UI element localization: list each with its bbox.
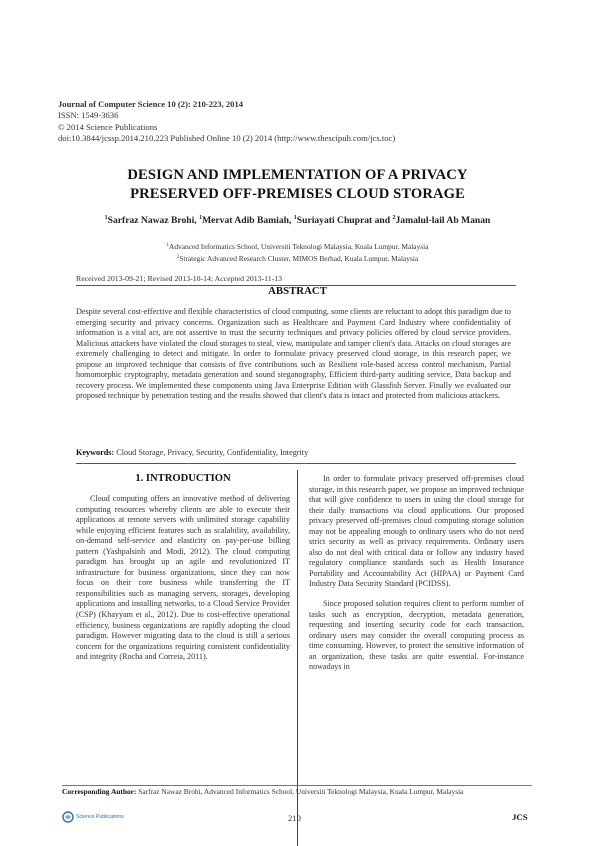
corresponding-text: Sarfraz Nawaz Brohi, Advanced Informatics School, Universiti Teknologi Malaysia, Kuala Lumpur, Malaysia [136,787,464,796]
corresponding-label: Corresponding Author: [62,787,137,796]
affiliations [60,241,535,264]
footer-rule [62,785,532,786]
journal-issn: ISSN: 1549-3636 [58,110,119,121]
left-column [76,494,290,663]
title-line-1: DESIGN AND IMPLEMENTATION OF A PRIVACY [127,167,468,183]
paragraph: In order to formulate privacy preserved off-premises cloud storage, in this research paper, we propose an improved technique that will give confidence to users in using the cloud storage for their daily transactions via cloud applications. Our proposed privacy preserved off-premises cloud computing storage solution may not be appealing enough to ordinary users who do not need strict security as well as privacy requirements. Ordinary users also do not deal with critical data or follow any industry based regulatory compliance standards such as Health Insurance Portability and Accountability Act (HIPAA) or Payment Card Industry Data Security Standard (PCIDSS). [309,474,524,589]
journal-copyright: © 2014 Science Publications [58,121,158,132]
abstract-text: Despite several cost-effective and flexible characteristics of cloud computing, some clients are reluctant to adopt this paradigm due to emerging security and privacy concerns. Organization such as Healthcare and Payment Card Industry where confidentiality of information is a vital act, are not assertive to trust the security techniques and privacy policies offered by cloud service providers. Malicious attackers have violated the cloud storages to steal, view, manipulate and tamper client's data. Attacks on cloud storages are extremely challenging to detect and mitigate. In order to formulate privacy preserved cloud storage, in this research paper, we propose an improved technique that consists of five contributions such as Resilient role-based access control mechanism, Partial homomorphic cryptography, metadata generation and sound steganography, Efficient third-party auditing service, Data backup and recovery process. We implemented these components using Java Enterprise Edition with Glassfish Server. Finally we evaluated our proposed technique by penetration testing and the results showed that client's data is intact and protected from malicious attackers. [76,307,511,400]
affiliation-1 [60,241,535,253]
affiliation-text: Strategic Advanced Research Cluster, MIMOS Berhad, Kuala Lumpur, Malaysia [179,253,419,263]
author-name: Jamalul-lail Ab Manan [395,215,491,226]
received-dates: Received 2013-09-21; Revised 2013-10-14; Accepted 2013-11-13 [76,274,283,283]
affiliation-2 [60,253,535,265]
publisher-logo [62,811,124,823]
corresponding-author [62,787,463,796]
keywords-bottom-rule [76,463,516,464]
author-name: Suriayati Chuprat and [296,215,393,226]
keywords-label: Keywords: [76,448,115,457]
keywords [76,448,511,457]
affiliation-mark: 1 [166,243,169,248]
author-list [60,215,535,226]
publisher-name: Science Publications [76,814,124,820]
journal-abbreviation: JCS [512,812,528,822]
author-affil-mark: 1 [293,215,297,221]
journal-name: Journal of Computer Science 10 (2): 210-223, 2014 [58,99,244,109]
right-column [309,474,524,673]
title-line-2: PRESERVED OFF-PREMISES CLOUD STORAGE [130,186,465,202]
author-affil-mark: 2 [392,215,396,221]
author-affil-mark: 1 [199,215,203,221]
author-affil-mark: 1 [104,215,108,221]
keywords-text: Cloud Storage, Privacy, Security, Confidentiality, Integrity [114,448,309,457]
author-name: Mervat Adib Bamiah, [202,215,294,226]
paper-title [60,166,535,204]
section-heading-introduction: 1. INTRODUCTION [135,473,231,484]
paragraph: Cloud computing offers an innovative method of delivering computing resources whereby clients are able to execute their applications at remote servers with unlimited storage capability while enjoying efficient features such as scalability, availability, on-demand self-service and elasticity on pay-per-use billing pattern (Yashpalsinh and Modi, 2012). The cloud computing paradigm has brought up an agile and revolutionized IT infrastructure for business organizations, since they can now focus on their core business while transferring the IT responsibilities such as managing servers, storages, developing applications and installing networks, to a Cloud Service Provider (CSP) (Khayyam et al., 2012). Due to cost-effective operational efficiency, business organizations are rapidly adopting the cloud paradigm. However migrating data to the cloud is still a serious concern for the organizations requiring consistent confidentiality and integrity (Rocha and Correia, 2011). [76,494,290,662]
journal-info [58,99,395,144]
affiliation-mark: 2 [176,254,180,260]
publisher-swirl-icon [62,811,74,823]
journal-doi: doi:10.3844/jcssp.2014.210.223 Published Online 10 (2) 2014 (http://www.thescipub.com/jcs.toc) [58,132,396,143]
paragraph: Since proposed solution requires client to perform number of tasks such as encryption, decryption, metadata generation, requesting and inserting security code for each transaction, ordinary users may consider the overall computing process as time consuming. However, to protect the sensitive information of an organization, these tasks are quite essential. For-instance nowadays in [309,599,524,672]
abstract-heading: ABSTRACT [268,285,327,297]
affiliation-text: Advanced Informatics School, Universiti Teknologi Malaysia, Kuala Lumpur, Malaysia [168,242,429,251]
page-number: 210 [288,813,301,823]
author-name: Sarfraz Nawaz Brohi, [107,215,200,226]
